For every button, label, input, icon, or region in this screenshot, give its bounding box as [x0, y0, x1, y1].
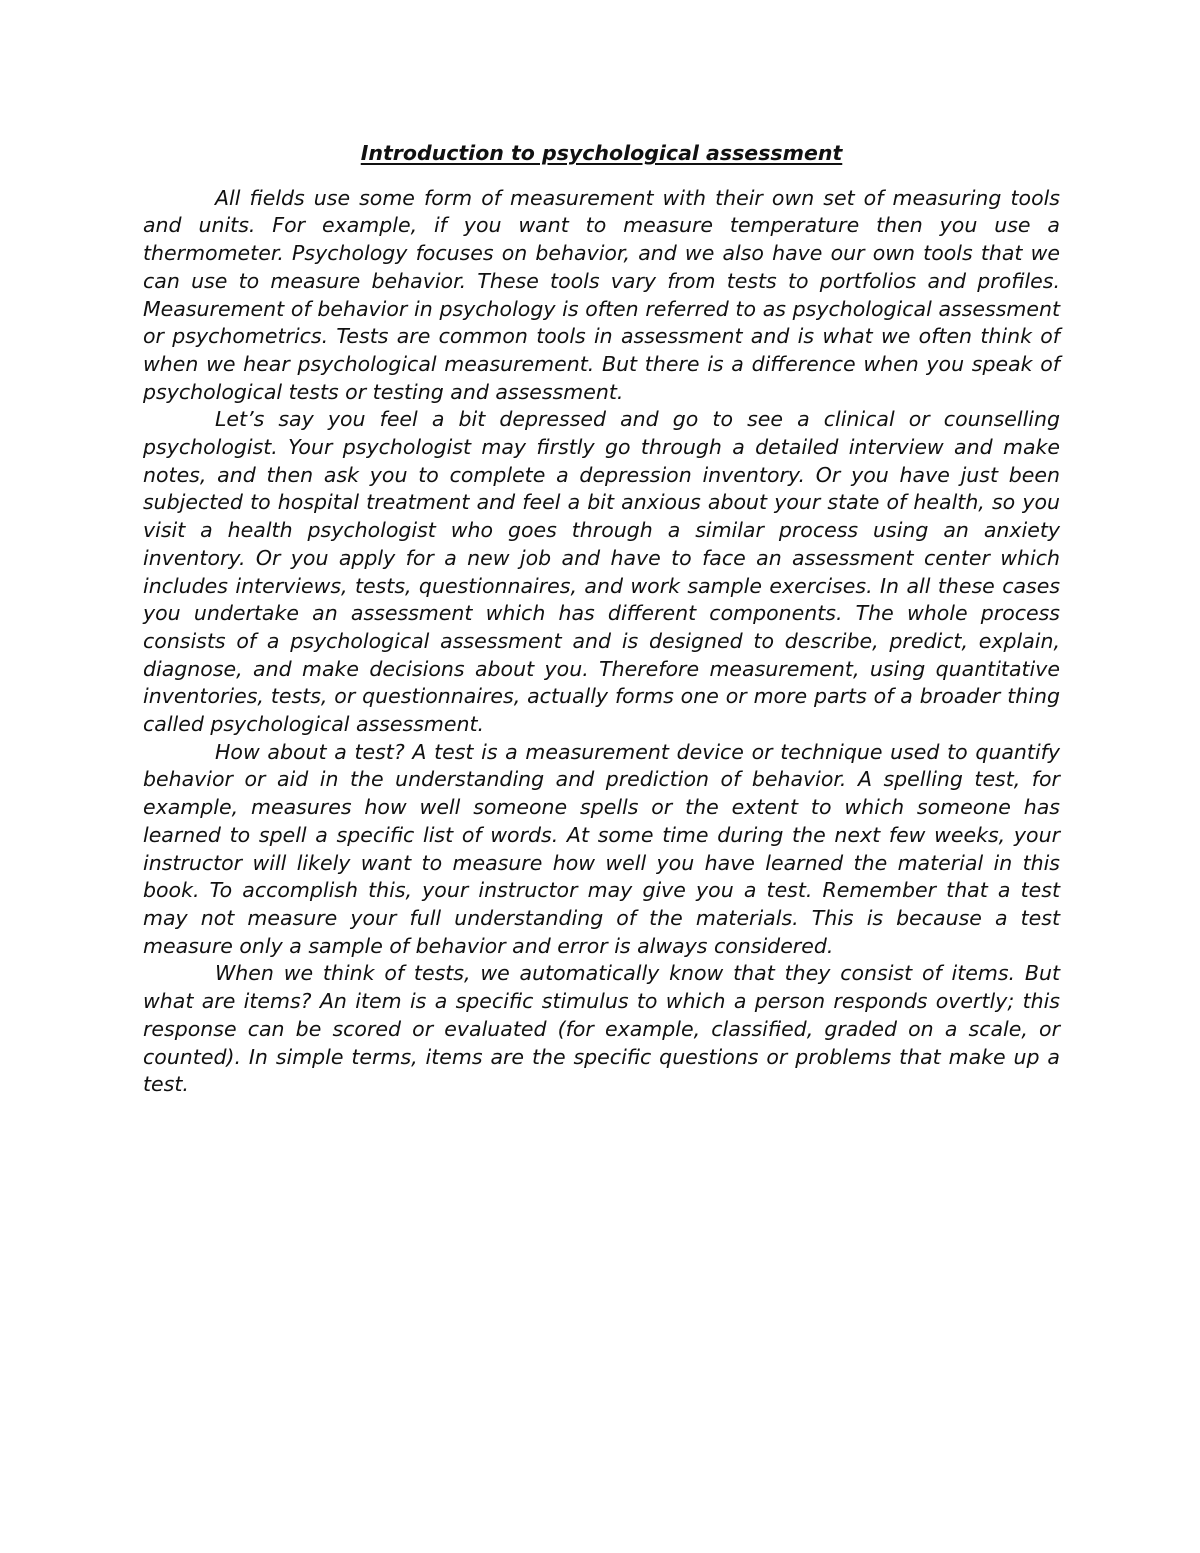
paragraph-measurement: All fields use some form of measurement with their own set of measuring tools and units. For example, if you want to measure temperature then you use a thermometer. Psychology focuses on behavior, and we also have our own tools that we can use to measure behavior. These tools vary from tests to portfolios and profiles. Measurement of behavior in psychology is often referred to as psychological assessment or psychometrics. Tests are common tools in assessment and is what we often think of when we hear psychological measurement. But there is a difference when you speak of psychological tests or testing and assessment.: [143, 185, 1060, 404]
paragraph-assessment-example: Let’s say you feel a bit depressed and go to see a clinical or counselling psychologist. Your psychologist may firstly go through a detailed interview and make notes, and then ask you to complete a depression inventory. Or you have just been subjected to hospital treatment and feel a bit anxious about your state of health, so you visit a health psychologist who goes through a similar process using an anxiety inventory. Or you apply for a new job and have to face an assessment center which includes interviews, tests, questionnaires, and work sample exercises. In all these cases you undertake an assessment which has different components. The whole process consists of a psychological assessment and is designed to describe, predict, explain, diagnose, and make decisions about you. Therefore measurement, using quantitative inventories, tests, or questionnaires, actually forms one or more parts of a broader thing called psychological assessment.: [143, 407, 1060, 737]
paragraph-items-definition: When we think of tests, we automatically know that they consist of items. But what are items? An item is a specific stimulus to which a person responds overtly; this response can be scored or evaluated (for example, classified, graded on a scale, or counted). In simple terms, items are the specific questions or problems that make up a test.: [143, 961, 1060, 1097]
document-body: [143, 140, 1060, 1099]
paragraph-test-definition: How about a test? A test is a measurement device or technique used to quantify behavior or aid in the understanding and prediction of behavior. A spelling test, for example, measures how well someone spells or the extent to which someone has learned to spell a specific list of words. At some time during the next few weeks, your instructor will likely want to measure how well you have learned the material in this book. To accomplish this, your instructor may give you a test. Remember that a test may not measure your full understanding of the materials. This is because a test measure only a sample of behavior and error is always considered.: [143, 739, 1060, 958]
document-title: Introduction to psychological assessment: [360, 141, 843, 165]
